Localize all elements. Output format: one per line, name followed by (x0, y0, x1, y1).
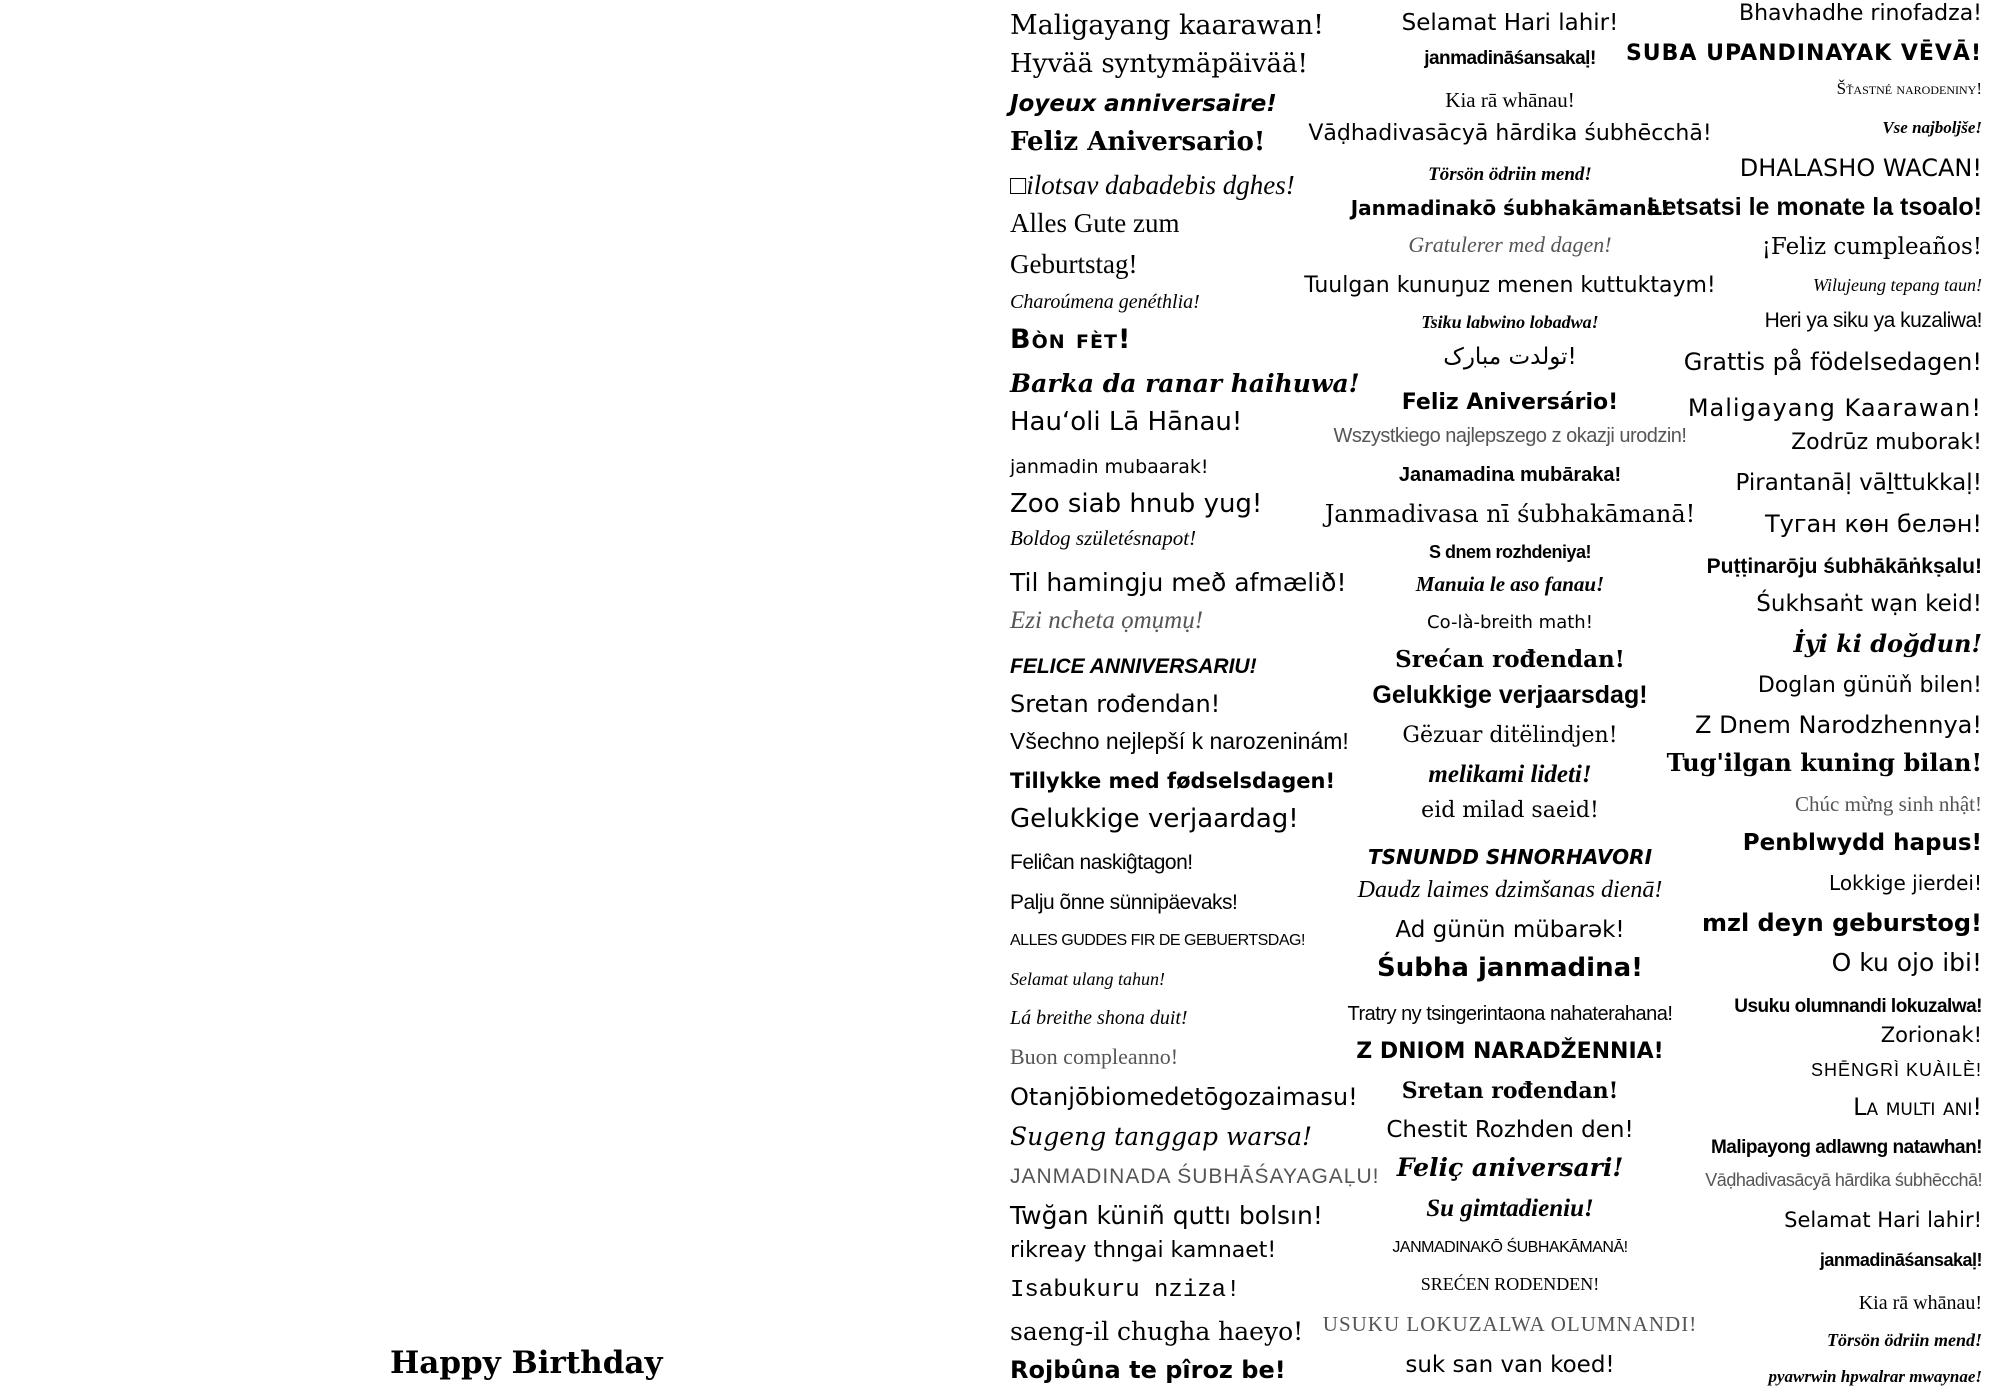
greeting-text: Chúc mừng sinh nhật! (1795, 792, 1982, 816)
greeting-text: Gelukkige verjaardag! (1010, 804, 1299, 834)
greeting-text: Bòn fèt! (1010, 324, 1132, 355)
greeting-text: Joyeux anniversaire! (1010, 91, 1277, 117)
greeting-text: Penblwydd hapus! (1742, 830, 1982, 856)
greeting-text: SUBA UPANDINAYAK VĒVĀ! (1625, 41, 1982, 66)
greeting-text: Šťastné narodeniny! (1836, 79, 1982, 98)
greeting-text: Isabukuru nziza! (1010, 1277, 1241, 1304)
greeting-text: Wszystkiego najlepszego z okazji urodzin! (1333, 425, 1687, 447)
greeting-text: Puṭṭinarōju śubhākāṅkṣalu! (1706, 555, 1982, 578)
greeting-text: Sretan rođendan! (1401, 1078, 1619, 1104)
greeting-text: Heri ya siku ya kuzaliwa! (1764, 309, 1982, 332)
greeting-text: Co-là-breith math! (1427, 612, 1593, 633)
back-cover-title: Happy Birthday (390, 1345, 663, 1381)
greeting-text: Janmadivasa nī śubhakāmanā! (1324, 500, 1696, 528)
greeting-text: S dnem rozhdeniya! (1428, 542, 1592, 562)
greeting-text: Maligayang kaarawan! (1010, 10, 1325, 41)
greeting-text: Doglan günüň bilen! (1757, 673, 1982, 698)
greeting-text: Zorionak! (1880, 1023, 1982, 1047)
greeting-text: Ad günün mübarək! (1395, 917, 1625, 943)
greeting-text: Śubha janmadina! (1377, 953, 1643, 983)
greeting-text: Ezi ncheta ọmụmụ! (1010, 607, 1204, 634)
greeting-text: pyawrwin hpwalrar mwaynae! (1768, 1367, 1982, 1386)
greeting-text: Usuku olumnandi lokuzalwa! (1734, 996, 1982, 1017)
greeting-text: Z DNIOM NARADŽENNIA! (1356, 1039, 1664, 1064)
greeting-text: Tuulgan kunuŋuz menen kuttuktaym! (1304, 273, 1716, 298)
greeting-text: Pirantanāḷ vāḻttukkaḷ! (1735, 470, 1982, 496)
greeting-text: Feliz Aniversario! (1010, 127, 1266, 157)
greeting-text: Vse najboljše! (1882, 118, 1982, 137)
greeting-text: janmadināśansakaḷ! (1424, 48, 1596, 69)
greeting-text: Sretan rođendan! (1010, 690, 1221, 718)
greeting-text: Charoúmena genéthlia! (1010, 291, 1200, 313)
greeting-text: saeng-il chugha haeyo! (1010, 1317, 1304, 1346)
greeting-text: eid milad saeid! (1421, 798, 1599, 823)
greeting-text: Tsiku labwino lobadwa! (1421, 312, 1599, 332)
greeting-text: Vāḍhadivasācyā hārdika śubhēcchā! (1308, 121, 1712, 146)
greeting-text: Hau‘oli Lā Hānau! (1010, 407, 1243, 437)
greeting-text: SREĆEN RODENDEN! (1420, 1274, 1600, 1294)
greeting-text: تولدت مبارک! (1443, 344, 1577, 370)
greeting-text: TSNUNDD SHNORHAVORI (1367, 845, 1653, 869)
greeting-text: Til hamingju með afmælið! (1010, 568, 1347, 597)
greeting-text: Gratulerer med dagen! (1408, 232, 1612, 257)
greeting-text: Selamat Hari lahir! (1401, 10, 1619, 36)
greeting-text: Törsön ödriin mend! (1428, 164, 1592, 185)
greeting-text: Feliĉan naskiĝtagon! (1010, 851, 1193, 874)
greeting-text: FELICE ANNIVERSARIU! (1010, 655, 1257, 678)
greeting-text: Zoo siab hnub yug! (1010, 489, 1263, 519)
greeting-text: Otanjōbiomedetōgozaimasu! (1010, 1083, 1358, 1111)
greeting-text: Туган көн белән! (1765, 510, 1982, 538)
greeting-text: suk san van koed! (1405, 1352, 1615, 1378)
greeting-text: Alles Gute zum (1010, 208, 1180, 238)
greeting-text: mzl deyn geburstog! (1701, 909, 1982, 937)
greeting-text: Vāḍhadivasācyā hārdika śubhēcchā! (1705, 1170, 1982, 1190)
greeting-text: rikreay thngai kamnaet! (1010, 1238, 1277, 1263)
greeting-text: Twğan küniñ quttı bolsın! (1010, 1201, 1323, 1230)
greeting-text: Feliz Aniversário! (1401, 390, 1619, 415)
greeting-text: Barka da ranar haihuwa! (1010, 369, 1360, 398)
greetings-column-right (1600, 0, 1982, 1400)
greeting-text: Srećan rođendan! (1395, 646, 1625, 673)
greeting-text: JANMADINADA ŚUBHĀŚAYAGAḶU! (1010, 1165, 1380, 1188)
greeting-text: Janmadinakō śubhakāmanā! (1350, 196, 1670, 220)
greeting-text: Gelukkige verjaarsdag! (1372, 681, 1648, 709)
greeting-text: Grattis på födelsedagen! (1683, 348, 1982, 376)
greeting-text: Hyvää syntymäpäivää! (1010, 49, 1308, 79)
greeting-text: Selamat Hari lahir! (1784, 1208, 1982, 1232)
greeting-text: SHĒNGRÌ KUÀILÈ! (1810, 1060, 1982, 1080)
greeting-text: Chestit Rozhden den! (1386, 1117, 1634, 1143)
greeting-text: Janamadina mubāraka! (1398, 464, 1622, 486)
greeting-text: DHALASHO WACAN! (1739, 154, 1982, 182)
greeting-text: Lá breithe shona duit! (1010, 1007, 1188, 1029)
greeting-text: Kia rā whānau! (1445, 88, 1575, 112)
greeting-text: Sugeng tanggap warsa! (1010, 1122, 1313, 1151)
greeting-text: Törsön ödriin mend! (1826, 1330, 1982, 1350)
greeting-text: Wilujeung tepang taun! (1813, 275, 1982, 295)
greeting-text: Rojbûna te pîroz be! (1010, 1356, 1286, 1384)
greeting-text: La multi ani! (1853, 1093, 1982, 1121)
greeting-text: Su gimtadieniu! (1426, 1195, 1594, 1222)
greeting-text: ¡Feliz cumpleaños! (1761, 234, 1982, 260)
greeting-text: Letsatsi le monate la tsoalo! (1647, 193, 1982, 221)
greeting-text: Geburtstag! (1010, 249, 1138, 279)
greeting-text: Feliç aniversari! (1396, 1153, 1624, 1182)
greeting-text: Zodrūz muborak! (1791, 430, 1982, 455)
greeting-text: USUKU LOKUZALWA OLUMNANDI! (1322, 1312, 1698, 1336)
greeting-text: Tillykke med fødselsdagen! (1010, 769, 1336, 793)
greeting-text: Všechno nejlepší k narozeninám! (1010, 728, 1349, 754)
greeting-text: Maligayang Kaarawan! (1687, 394, 1982, 422)
greeting-text: Śukhsaṅt wạn keid! (1756, 591, 1982, 617)
greeting-text: Manuia le aso fanau! (1415, 572, 1605, 596)
greeting-text: Lokkige jierdei! (1829, 871, 1982, 895)
greeting-text: Daudz laimes dzimšanas dienā! (1357, 877, 1663, 903)
greeting-text: Boldog születésnapot! (1010, 526, 1197, 550)
greeting-text: Palju õnne sünnipäevaks! (1010, 891, 1238, 914)
greeting-text: □ilotsav dabadebis dghes! (1010, 170, 1295, 200)
greeting-text: Z Dnem Narodzhennya! (1695, 711, 1982, 739)
greeting-text: janmadināśansakaḷ! (1819, 1250, 1982, 1270)
greeting-text: Buon compleanno! (1010, 1044, 1179, 1069)
greeting-text: ALLES GUDDES FIR DE GEBUERTSDAG! (1010, 932, 1305, 949)
greeting-text: Kia rā whānau! (1858, 1292, 1982, 1314)
greeting-text: Tug'ilgan kuning bilan! (1666, 748, 1982, 777)
greeting-text: Gëzuar ditëlindjen! (1402, 723, 1618, 748)
greeting-text: Bhavhadhe rinofadza! (1739, 1, 1982, 26)
greeting-text: janmadin mubaarak! (1010, 456, 1209, 478)
greeting-text: JANMADINAKŌ ŚUBHAKĀMANĀ! (1392, 1239, 1628, 1256)
greeting-text: İyi ki doğdun! (1793, 629, 1982, 658)
greeting-text: Tratry ny tsingerintaona nahaterahana! (1347, 1003, 1673, 1025)
greeting-text: Selamat ulang tahun! (1010, 969, 1165, 989)
greeting-text: Malipayong adlawng natawhan! (1710, 1137, 1982, 1158)
greeting-text: O ku ojo ibi! (1831, 948, 1982, 977)
greeting-text: melikami lideti! (1428, 761, 1592, 788)
